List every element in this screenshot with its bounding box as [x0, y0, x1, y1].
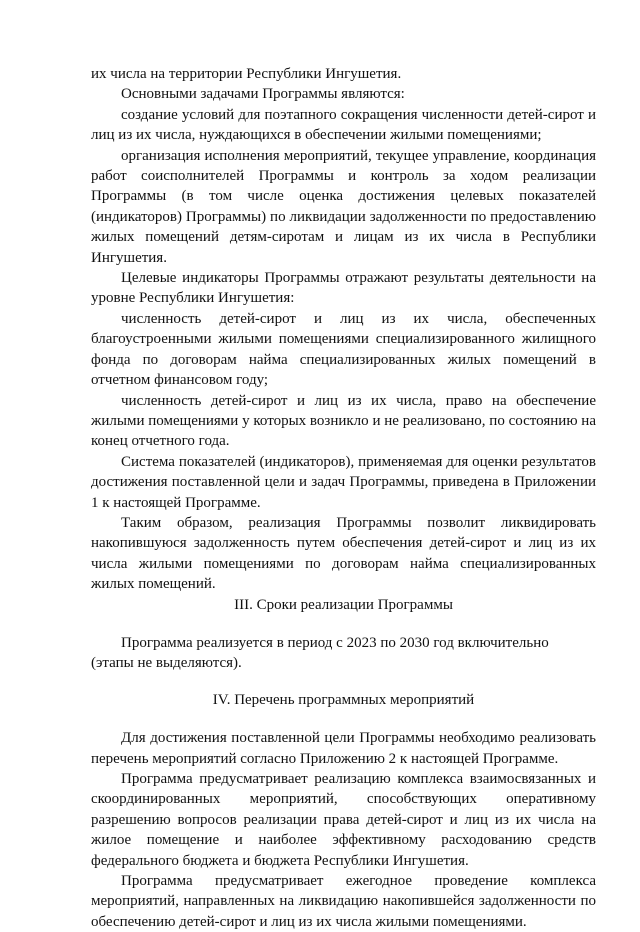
paragraph-task-2: организация исполнения мероприятий, текущее управление, координация работ соисполнителей Программы и контроль за ходом реализации Программы (в том числе оценка достижения целевых показателей (индикаторов) Программы) по ликвидации задолженности по предоставлению жилых помещений детям-сиротам и лицам из их числа в Республики Ингушетия. — [91, 147, 596, 266]
paragraph-tasks-intro: Основными задачами Программы являются: — [121, 86, 405, 103]
section-heading-measures: IV. Перечень программных мероприятий — [212, 691, 475, 708]
paragraph-measures-3: Программа предусматривает ежегодное проведение комплекса мероприятий, направленных на ликвидацию накопившейся задолженности по обеспечению детей-сирот и лиц из их числа жилыми помещениями. — [91, 873, 596, 930]
paragraph-task-1: создание условий для поэтапного сокращения численности детей-сирот и лиц из их числа, нуждающихся в обеспечении жилыми помещениями; — [91, 106, 596, 144]
section-heading-timeline: III. Сроки реализации Программы — [234, 596, 453, 613]
paragraph-indicators-intro: Целевые индикаторы Программы отражают результаты деятельности на уровне Республики Ингушетия: — [91, 270, 596, 307]
paragraph-continuation: их числа на территории Республики Ингушетия. — [91, 66, 402, 82]
paragraph-indicator-2: численность детей-сирот и лиц из их числа, право на обеспечение жилыми помещениями у которых возникло и не реализовано, по состоянию на конец отчетного года. — [91, 392, 596, 450]
paragraph-timeline-line1: Программа реализуется в период с 2023 по 2030 год включительно — [121, 634, 549, 651]
spacer — [91, 710, 596, 728]
spacer — [91, 674, 596, 690]
paragraph-timeline-line2: (этапы не выделяются). — [91, 655, 242, 672]
paragraph-measures-1: Для достижения поставленной цели Программы необходимо реализовать перечень мероприятий согласно Приложению 2 к настоящей Программе. — [91, 730, 596, 767]
paragraph-indicator-system: Система показателей (индикаторов), применяемая для оценки результатов достижения поставленной цели и задач Программы, приведена в Приложении 1 к настоящей Программе. — [91, 453, 596, 511]
paragraph-conclusion: Таким образом, реализация Программы позволит ликвидировать накопившуюся задолженность путем обеспечения детей-сирот и лиц из их числа жилыми помещениями по договорам найма специализированных жилых помещений. — [91, 514, 596, 593]
paragraph-measures-2: Программа предусматривает реализацию комплекса взаимосвязанных и скоординированных мероприятий, способствующих оперативному разрешению вопросов реализации права детей-сирот и лиц из их числа на жилое помещение и наиболее эффективному расходованию средств федерального бюджета и бюджета Республики Ингушетия. — [91, 771, 596, 869]
spacer — [91, 615, 596, 633]
paragraph-indicator-1: численность детей-сирот и лиц из их числа, обеспеченных благоустроенными жилыми помещениями специализированного жилищного фонда по договорам найма специализированных жилых помещений в отчетном финансовом году; — [91, 310, 596, 389]
